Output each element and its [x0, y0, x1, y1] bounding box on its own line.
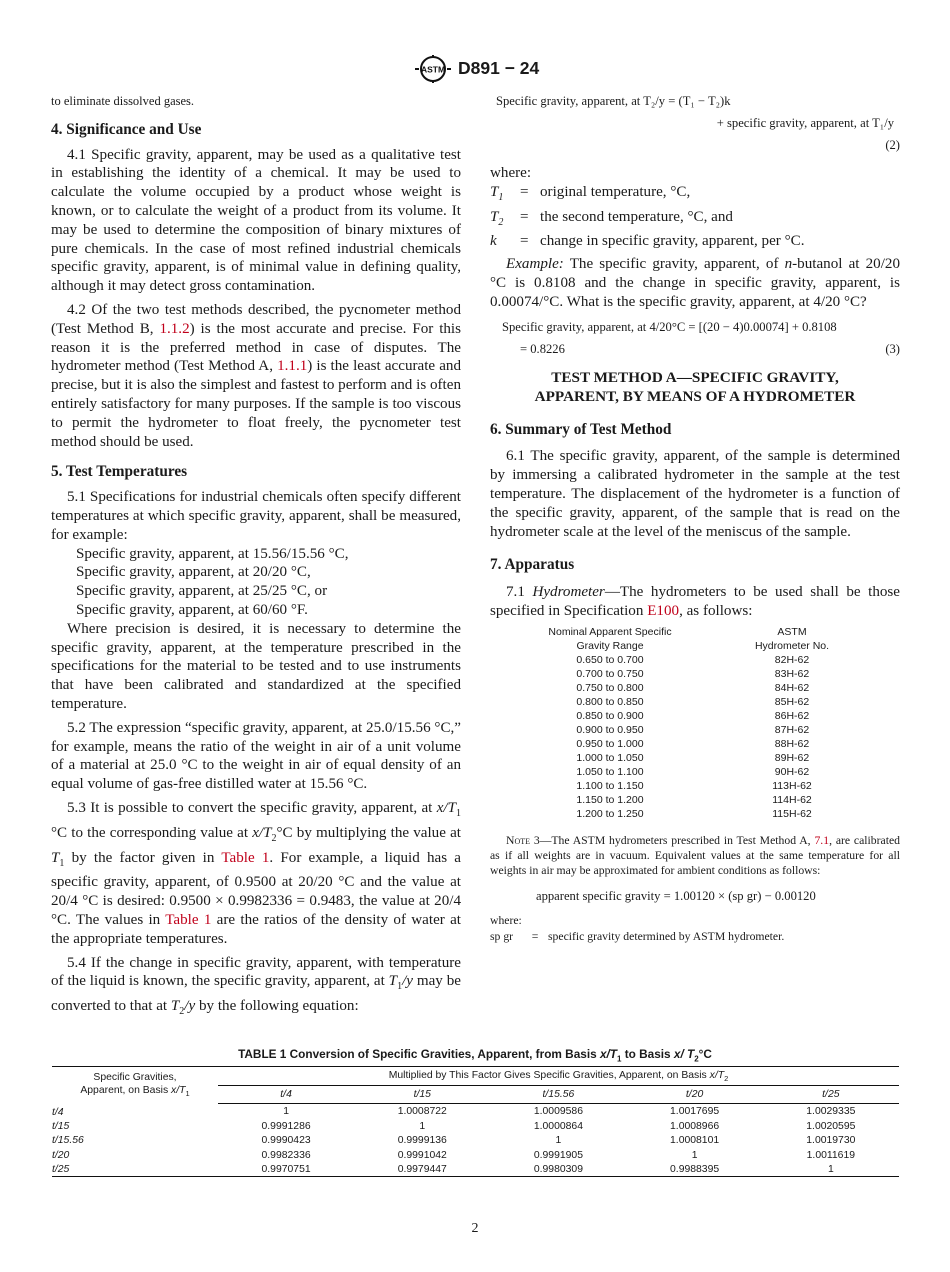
paragraph-5-4: 5.4 If the change in specific gravity, apparent, with temperature of the liquid is known, the specific gravity, apparent, at $T_1/y$ may be converted to that at $T_2/y$ by the following equation:	[51, 954, 461, 1018]
where-label: where:	[490, 165, 532, 181]
spanner-header: Multiplied by This Factor Gives Specific Gravities, Apparent, on Basis $x/T_2$	[218, 1068, 899, 1086]
table-cell: 1.0009586	[533, 1106, 583, 1118]
row-label: t/15.56	[52, 1135, 84, 1147]
link-7-1[interactable]: 7.1	[814, 833, 830, 847]
list-item: Specific gravity, apparent, at 25/25 °C, or	[76, 583, 328, 600]
table-cell: 1	[555, 1135, 562, 1147]
link-e100[interactable]: E100	[647, 602, 680, 619]
note-3: Note 3—The ASTM hydrometers prescribed in Test Method A, 7.1, are calibrated as if all weights are in vacuum. Equivalent values at the same temperature for all weights in air may be approximated for ambient conditions as follows:	[490, 833, 901, 878]
paragraph-6-1: 6.1 The specific gravity, apparent, of the sample is determined by immersing a calibrated hydrometer in the sample at the test temperature. The displacement of the hydrometer is a function of the specific gravity, apparent, of the sample that is read on the hydrometer scale at the level of the meniscus of the sample.	[490, 448, 900, 540]
list-item: Specific gravity, apparent, at 20/20 °C,	[76, 564, 311, 581]
table-cell: 0.9990423	[261, 1135, 311, 1147]
table-1	[52, 1068, 899, 1177]
table-1-title: TABLE 1 Conversion of Specific Gravities, Apparent, from Basis $x/T_1$ to Basis x/ $T_2^\circ C$	[238, 1047, 712, 1064]
equation-2	[490, 92, 900, 152]
table-row	[52, 1148, 899, 1162]
link-1-1-2[interactable]: 1.1.2	[159, 320, 190, 337]
section-6-title: 6. Summary of Test Method	[490, 420, 672, 438]
stub-header: Specific Gravities, Apparent, on Basis $x/T_1$	[80, 1072, 190, 1099]
column-header: t/20	[627, 1086, 763, 1104]
table-row: 1.050 to 1.100 90H-62	[576, 765, 810, 778]
table-row: 1.100 to 1.150 113H-62	[576, 779, 812, 792]
table-cell: 1	[691, 1149, 698, 1161]
link-1-1-1[interactable]: 1.1.1	[277, 358, 308, 375]
paragraph-5-1: 5.1 Specifications for industrial chemicals often specify different temperatures at which specific gravity, apparent, shall be measured, for example:	[51, 489, 461, 543]
row-label: t/25	[52, 1162, 218, 1177]
equation-2-line-2: + specific gravity, apparent, at T₁/y	[716, 115, 894, 130]
table-row	[52, 1104, 899, 1120]
equation-2-line-1: Specific gravity, apparent, at T₂/y = (T₁ − T₂)k	[496, 94, 731, 108]
page-number: 2	[471, 1221, 479, 1236]
row-label: t/4	[52, 1107, 64, 1119]
table-row: 1.000 to 1.050 89H-62	[576, 751, 810, 764]
table-cell: 0.9991042	[397, 1149, 447, 1161]
table-row: 0.800 to 0.850 85H-62	[576, 695, 810, 708]
table-row: 1.150 to 1.200 114H-62	[576, 793, 812, 806]
table-cell: 1.0008722	[397, 1106, 447, 1118]
left-column	[51, 92, 461, 1022]
table-cell: 0.9980309	[490, 1162, 626, 1177]
table-row	[52, 1134, 899, 1148]
equation-3-line-2: = 0.8226	[520, 342, 565, 357]
definition-row: k = change in specific gravity, apparent, per °C.	[490, 233, 805, 250]
header	[0, 55, 950, 85]
table-cell: 0.9970751	[218, 1162, 354, 1177]
table-cell: 0.9991286	[261, 1121, 311, 1133]
table-row	[52, 1120, 899, 1134]
row-label: t/20	[52, 1149, 70, 1161]
table-cell: 1.0017695	[670, 1106, 720, 1118]
hydrometer-header-row: Nominal Apparent Specific ASTM	[548, 625, 807, 638]
table-row: 0.750 to 0.800 84H-62	[576, 681, 810, 694]
test-method-a-heading: TEST METHOD A—SPECIFIC GRAVITY, APPARENT, BY MEANS OF A HYDROMETER	[534, 368, 856, 405]
definition-list	[490, 183, 900, 251]
section-7-title: 7. Apparatus	[490, 556, 575, 574]
table-cell: 0.9988395	[627, 1162, 763, 1177]
table-row: 1.200 to 1.250 115H-62	[576, 807, 812, 820]
equation-3	[490, 318, 900, 358]
table-cell: 1.0019730	[806, 1135, 856, 1147]
note-where-label: where:	[490, 914, 522, 928]
table-row: 0.850 to 0.900 86H-62	[576, 709, 810, 722]
equation-2-number: (2)	[885, 138, 900, 152]
section-4-title: 4. Significance and Use	[51, 120, 202, 138]
link-table-1[interactable]: Table 1	[221, 849, 270, 866]
note-equation: apparent specific gravity = 1.00120 × (sp gr) − 0.00120	[536, 888, 816, 903]
equation-3-number: (3)	[885, 341, 900, 356]
table-cell: 1	[419, 1121, 426, 1133]
table-cell: 1.0011619	[806, 1149, 856, 1161]
column-header: t/15.56	[490, 1086, 626, 1104]
link-table-1[interactable]: Table 1	[165, 911, 212, 928]
section-5-title: 5. Test Temperatures	[51, 463, 188, 481]
document-id: D891 − 24	[458, 58, 540, 78]
astm-logo	[413, 55, 453, 83]
paragraph-5-2: 5.2 The expression “specific gravity, apparent, at 25.0/15.56 °C,” for example, means the ratio of the weight in air of a unit volume of a material at 25.0 °C to the weight in air of equal density of an equal volume of gas-free distilled water at 15.56 °C.	[51, 719, 461, 793]
note-definition: sp gr = specific gravity determined by ASTM hydrometer.	[490, 929, 785, 943]
table-row	[52, 1162, 899, 1177]
paragraph-4-1: 4.1 Specific gravity, apparent, may be used as a qualitative test in establishing the identity of a chemical. It may be used to calculate the volume occupied by a product whose weight is known, or to calculate the weight of a product from its volume. It may be used to determine the composition of binary mixtures of pure chemicals. In the case of most refined industrial chemicals specific gravity, apparent, is of minimal value in defining quality, although it may detect gross contamination.	[51, 146, 461, 295]
paragraph-7-1: 7.1 Hydrometer—The hydrometers to be used shall be those specified in Specification E100, as follows:	[490, 584, 900, 619]
list-item: Specific gravity, apparent, at 15.56/15.56 °C,	[76, 545, 349, 562]
table-row: 0.950 to 1.000 88H-62	[576, 737, 810, 750]
table-header-row	[52, 1068, 899, 1086]
column-header: t/15	[354, 1086, 490, 1104]
definition-row: $T_2$ = the second temperature, °C, and	[490, 208, 733, 228]
table-cell: 1.0008101	[670, 1135, 720, 1147]
table-cell: 0.9999136	[397, 1135, 447, 1147]
example-paragraph: Example: The specific gravity, apparent, of n-butanol at 20/20 °C is 0.8108 and the change in specific gravity, apparent, is 0.00074/°C. What is the specific gravity, apparent, at 4/20 °C?	[490, 256, 900, 310]
table-cell: 1.0029335	[806, 1106, 856, 1118]
table-cell: 1	[763, 1162, 899, 1177]
table-cell: 0.9982336	[261, 1149, 311, 1161]
intro-text: to eliminate dissolved gases.	[51, 94, 195, 108]
table-row: 0.900 to 0.950 87H-62	[576, 723, 810, 736]
right-column	[490, 92, 900, 944]
table-cell: 0.9991905	[533, 1149, 583, 1161]
svg-text:ASTM: ASTM	[420, 64, 446, 75]
hydrometer-header-row: Gravity Range Hydrometer No.	[576, 639, 830, 652]
column-header: t/4	[218, 1086, 354, 1104]
paragraph-5-1-continued: Where precision is desired, it is necessary to determine the specific gravity, apparent, at the temperature prescribed in the specifications for the material to be tested and to use instruments that have been calibrated and standardized at the specified temperature.	[51, 620, 461, 712]
table-cell: 1.0008966	[670, 1121, 720, 1133]
table-cell: 0.9979447	[354, 1162, 490, 1177]
paragraph-5-3: 5.3 It is possible to convert the specific gravity, apparent, at $x/T_1$ °C to the corresponding value at $x/T_2^\circ C$ by multiplying the value at $T_1$ by the factor given in Table 1. For example, a liquid has a specific gravity, apparent, of 0.9500 at 20/20 °C and the value at 20/4 °C is desired: 0.9500 × 0.9982336 = 0.9483, the value at 20/4 °C. The values in Table 1 are the ratios of the density of water at the appropriate temperatures.	[51, 799, 461, 947]
hydrometer-table	[490, 625, 900, 821]
row-label: t/15	[52, 1121, 70, 1133]
table-row: 0.700 to 0.750 83H-62	[576, 667, 810, 680]
table-row: 0.650 to 0.700 82H-62	[576, 653, 810, 666]
definition-row: $T_1$ = original temperature, °C,	[490, 183, 691, 203]
equation-3-line-1: Specific gravity, apparent, at 4/20°C = [(20 − 4)0.00074] + 0.8108	[502, 319, 837, 334]
list-item: Specific gravity, apparent, at 60/60 °F.	[76, 601, 308, 618]
paragraph-4-2: 4.2 Of the two test methods described, the pycnometer method (Test Method B, 1.1.2) is the most accurate and precise. For this reason it is the preferred method in case of disputes. The hydrometer method (Test Method A, 1.1.1) is the least accurate and precise, but it is also the simplest and fastest to perform and is often entirely satisfactory for many purposes. If the sample is too viscous to permit the hydrometer to float freely, the pycnometer test method should be used.	[51, 301, 461, 450]
table-cell: 1	[283, 1106, 289, 1118]
table-1-top-rule	[52, 1066, 899, 1067]
temperature-list	[51, 545, 461, 620]
table-cell: 1.0000864	[533, 1121, 583, 1133]
column-header: t/25	[763, 1086, 899, 1104]
table-cell: 1.0020595	[806, 1121, 856, 1133]
